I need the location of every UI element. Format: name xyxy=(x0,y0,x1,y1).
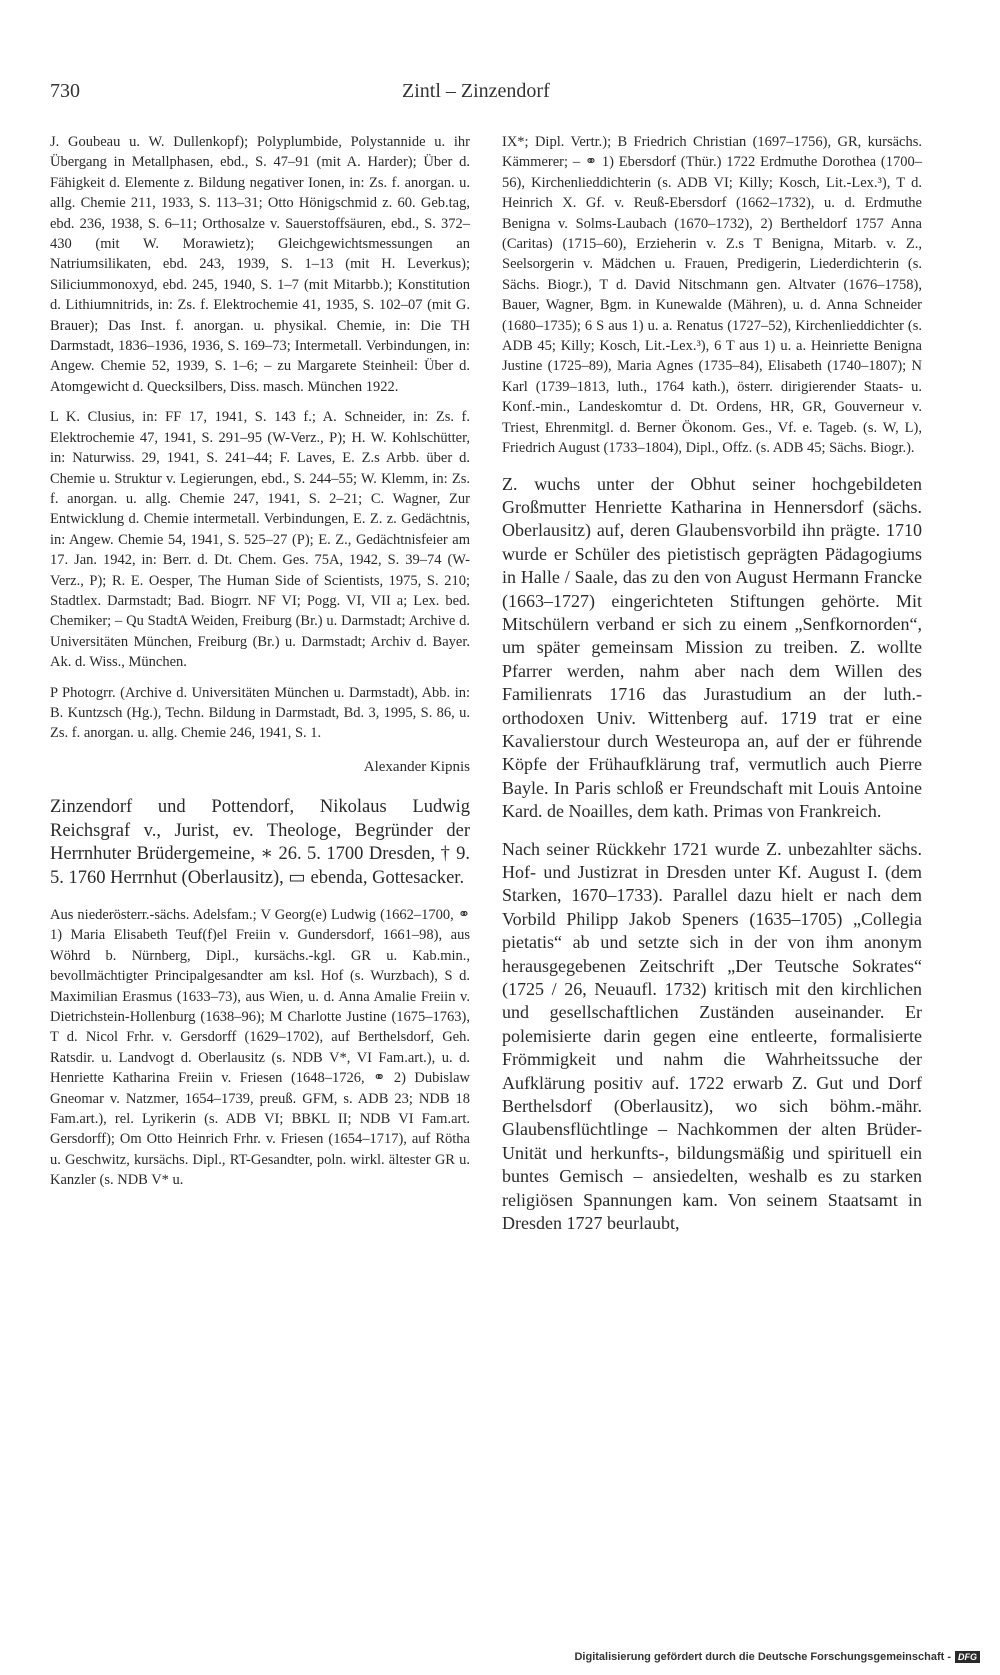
genealogy-continued: IX*; Dipl. Vertr.); B Friedrich Christian (1697–1756), GR, kursächs. Kämmerer; – ⚭ 1) Ebersdorf (Thür.) 1722 Erdmuthe Dorothea (1700–56), Kirchenlieddichterin (s. ADB VI; Killy; Kosch, Lit.-Lex.³), T d. Heinrich X. Gf. v. Reuß-Ebersdorf (1662–1732), u. d. Erdmuthe Benigna v. Solms-Laubach (1670–1732), 2) Bertheldorf 1757 Anna (Caritas) (1715–60), Erzieherin v. Z.s T Benigna, Mitarb. v. Z., Seelsorgerin v. Mädchen u. Frauen, Predigerin, Liederdichterin (s. Sächs. Biogr.), T d. David Nitschmann gen. Altvater (1676–1758), Bauer, Wagner, Bgm. in Kunewalde (Mähren), u. d. Anna Schneider (1680–1735); 6 S aus 1) u. a. Renatus (1727–52), Kirchenlieddichter (s. ADB 45; Killy; Kosch, Lit.-Lex.³), 6 T aus 1) u. a. Heinriette Benigna Justine (1725–89), Maria Agnes (1735–84), Elisabeth (1740–1807); N Karl (1739–1813, luth., 1764 kath.), österr. dirigierender Staats- u. Konf.-min., Landeskomtur d. Dt. Ordens, HR, GR, Gouverneur v. Triest, Ehrenmitgl. d. Berner Ökonom. Ges., Vf. e. Tageb. (s. W, L), Friedrich August (1733–1804), Dipl., Offz. (s. ADB 45; Sächs. Biogr.). xyxy=(502,134,922,457)
works-continued: J. Goubeau u. W. Dullenkopf); Polyplumbide, Polystannide u. ihr Übergang in Metallphasen, ebd., S. 47–91 (mit A. Harder); Über d. Fähigkeit d. Elemente z. Bildung negativer Ionen, in: Zs. f. anorgan. u. allg. Chemie 211, 1933, S. 113–31; Otto Hönigschmid z. 60. Geb.tag, ebd. 236, 1938, S. 6–11; Orthosalze v. Sauerstoffsäuren, ebd., S. 372–430 (mit W. Morawietz); Gleichgewichtsmessungen an Natriumsilikaten, ebd. 243, 1939, S. 1–13 (mit H. Leverkus); Siliciummonoxyd, ebd. 245, 1940, S. 1–7 (mit Mitarbb.); Konstitution d. Lithiumnitrids, in: Zs. f. Elektrochemie 41, 1935, S. 102–07 (mit G. Brauer); Das Inst. f. anorgan. u. physikal. Chemie, in: Die TH Darmstadt, 1836–1936, 1936, S. 169–73; Intermetall. Verbindungen, in: Angew. Chemie 52, 1939, S. 1–6; – zu Margarete Steinheil: Über d. Atomgewicht d. Quecksilbers, Diss. masch. München 1922. xyxy=(50,134,470,395)
page-number: 730 xyxy=(50,80,80,102)
page-header xyxy=(50,80,922,110)
entry-heading: Zinzendorf und Pottendorf, Nikolaus Ludwig Reichsgraf v., Jurist, ev. Theologe, Begründer der Herrnhuter Brüdergemeine, ∗ 26. 5. 1700 Dresden, † 9. 5. 1760 Herrnhut (Oberlausitz), ▭ ebenda, Gottesacker. xyxy=(50,796,470,889)
biography-paragraph-1: Z. wuchs unter der Obhut seiner hochgebildeten Großmutter Henriette Katharina in Hennersdorf (sächs. Oberlausitz) auf, deren Glaubensvorbild ihn prägte. 1710 wurde er Schüler des pietistisch geprägten Pädagogiums in Halle / Saale, das zu den von August Hermann Francke (1663–1727) eingerichteten Stiftungen gehörte. Mit Mitschülern verband er sich zu einem „Senfkornorden“, um später gemeinsam Mission zu treiben. Z. wollte Pfarrer werden, nahm aber nach dem Willen des Familienrats 1716 das Jurastudium an der luth.-orthodoxen Univ. Wittenberg auf. 1719 trat er eine Kavalierstour durch Westeuropa an, auf der er führende Köpfe der Frühaufklärung traf, vermutlich auch Pierre Bayle. In Paris schloß er Freundschaft mit Louis Antoine Kard. de Noailles, dem kath. Primas von Frankreich. xyxy=(502,473,922,822)
dfg-logo: DFG xyxy=(955,1651,980,1663)
right-column xyxy=(502,132,922,1236)
digitization-footer xyxy=(574,1651,980,1663)
running-title: Zintl – Zinzendorf xyxy=(402,80,550,102)
genealogy-section: Aus niederösterr.-sächs. Adelsfam.; V Georg(e) Ludwig (1662–1700, ⚭ 1) Maria Elisabeth Teuf(f)el Freiin v. Gundersdorf, 1661–98), aus Wöhrd b. Nürnberg, Dipl., kursächs.-kgl. GR u. Kab.min., bevollmächtigter Principalgesandter am ksl. Hof (s. Wurzbach), S d. Maximilian Erasmus (1633–73), aus Wien, u. d. Anna Amalie Freiin v. Dietrichstein-Hollenburg (1638–96); M Charlotte Justine (1675–1763), T d. Nicol Frhr. v. Gersdorff (1629–1702), auf Berthelsdorf, Geh. Ratsdir. u. Landvogt d. Oberlausitz (s. NDB V*, VI Fam.art.), u. d. Henriette Katharina Freiin v. Friesen (1648–1726, ⚭ 2) Dubislaw Gneomar v. Natzmer, 1654–1739, preuß. GFM, s. ADB 23; NDB 18 Fam.art.), rel. Lyrikerin (s. ADB VI; BBKL II; NDB VI Fam.art. Gersdorff); Om Otto Heinrich Frhr. v. Friesen (1654–1717), auf Rötha u. Geschwitz, kursächs. Dipl., RT-Gesandter, poln. wirkl. ältester GR u. Kanzler (s. NDB V* u. xyxy=(50,906,470,1189)
biography-paragraph-2: Nach seiner Rückkehr 1721 wurde Z. unbezahlter sächs. Hof- und Justizrat in Dresden unter Kf. August I. (dem Starken, 1670–1733). Parallel dazu hielt er nach dem Vorbild Philipp Jakob Speners (1635–1705) „Collegia pietatis“ ab und setzte sich in der von ihm anonym herausgegebenen Zeitschrift „Der Teutsche Sokrates“ (1725 / 26, Neuaufl. 1732) kritisch mit den kirchlichen und gesellschaftlichen Zuständen auseinander. Er polemisierte darin gegen eine entleerte, formalisierte Frömmigkeit und nahm die Wahrheitssuche der Aufklärung positiv auf. 1722 erwarb Z. Gut und Dorf Berthelsdorf (Oberlausitz), wo sich böhm.-mähr. Glaubensflüchtlinge – Nachkommen der alten Brüder-Unität und herkunfts-, bildungsmäßig und spirituell ein buntes Gemisch – ansiedelten, weshalb es zu starken religiösen Spannungen kam. Von seinem Staatsamt in Dresden 1727 beurlaubt, xyxy=(502,838,922,1234)
article-author: Alexander Kipnis xyxy=(363,758,470,775)
left-column xyxy=(50,132,470,1191)
portraits-section: P Photogrr. (Archive d. Universitäten München u. Darmstadt), Abb. in: B. Kuntzsch (Hg.), Techn. Bildung in Darmstadt, Bd. 3, 1995, S. 86, u. Zs. f. anorgan. u. allg. Chemie 246, 1941, S. 1. xyxy=(50,684,470,742)
literature-section: L K. Clusius, in: FF 17, 1941, S. 143 f.; A. Schneider, in: Zs. f. Elektrochemie 47, 1941, S. 291–95 (W-Verz., P); H. W. Kohlschütter, in: Naturwiss. 29, 1941, S. 241–44; F. Laves, E. Z.s Arbb. über d. Chemie u. Struktur v. Legierungen, ebd., S. 244–55; W. Klemm, in: Zs. f. anorgan. u. allg. Chemie 247, 1941, S. 2–21; C. Wagner, Zur Entwicklung d. Chemie intermetall. Verbindungen, E. Z. z. Gedächtnis, in: Angew. Chemie 54, 1941, S. 525–27 (P); E. Z., Gedächtnisfeier am 17. Jan. 1942, in: Berr. d. Dt. Chem. Ges. 75A, 1942, S. 39–74 (W-Verz., P); R. E. Oesper, The Human Side of Scientists, 1975, S. 210; Stadtlex. Darmstadt; Bad. Biogrr. NF VI; Pogg. VI, VII a; Lex. bed. Chemiker; – Qu StadtA Weiden, Freiburg (Br.) u. Darmstadt; Archive d. Universitäten München, Freiburg (Br.) u. Darmstadt; Archiv d. Bayer. Ak. d. Wiss., München. xyxy=(50,409,470,671)
footer-text: Digitalisierung gefördert durch die Deutsche Forschungsgemeinschaft - xyxy=(574,1651,951,1663)
